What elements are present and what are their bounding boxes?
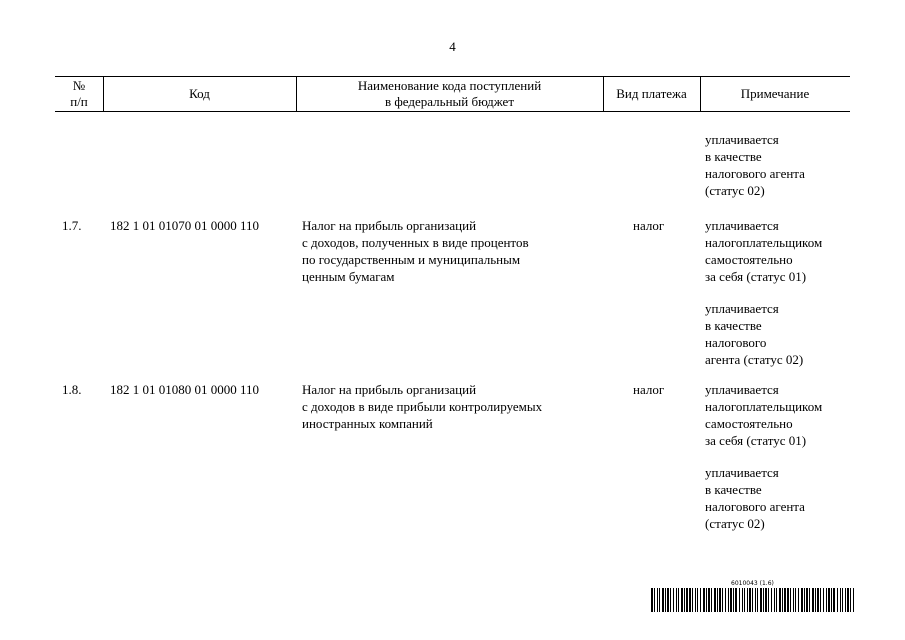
table-header-bottom-rule xyxy=(55,111,850,112)
row-payment-type: налог xyxy=(633,218,665,233)
continuation-note: уплачивается в качестве налогового агента (статус 02) xyxy=(705,132,805,198)
row-payment-type: налог xyxy=(633,382,665,397)
row-note-status-01: уплачивается налогоплательщиком самостоятельно за себя (статус 01) xyxy=(705,218,823,284)
header-note: Примечание xyxy=(740,85,810,101)
header-payment-type: Вид платежа xyxy=(616,85,687,101)
row-note-status-01: уплачивается налогоплательщиком самостоятельно за себя (статус 01) xyxy=(705,382,823,448)
row-code: 182 1 01 01080 01 0000 110 xyxy=(110,382,260,397)
header-name-line2: в федеральный бюджет xyxy=(384,93,515,109)
header-code: Код xyxy=(189,85,210,101)
row-number: 1.8. xyxy=(62,382,82,397)
barcode-caption: 6010043 (1.6) xyxy=(731,580,774,587)
row-code: 182 1 01 01070 01 0000 110 xyxy=(110,218,260,233)
row-note-status-02: уплачивается в качестве налогового агента (статус 02) xyxy=(705,301,804,367)
row-name: Налог на прибыль организаций с доходов, полученных в виде процентов по государственным и муниципальным ценным бумагам xyxy=(302,218,529,284)
row-number: 1.7. xyxy=(62,218,82,233)
header-number xyxy=(55,76,103,111)
header-number-symbol: № xyxy=(72,77,86,93)
row-name: Налог на прибыль организаций с доходов в виде прибыли контролируемых иностранных компаний xyxy=(302,382,543,431)
header-name xyxy=(296,76,603,111)
row-note-status-02: уплачивается в качестве налогового агента (статус 02) xyxy=(705,465,805,531)
barcode xyxy=(651,580,857,612)
header-name-line1: Наименование кода поступлений xyxy=(357,77,542,93)
barcode-bars-icon xyxy=(651,588,857,612)
header-number-abbr: п/п xyxy=(70,93,88,109)
page-number: 4 xyxy=(449,39,456,54)
